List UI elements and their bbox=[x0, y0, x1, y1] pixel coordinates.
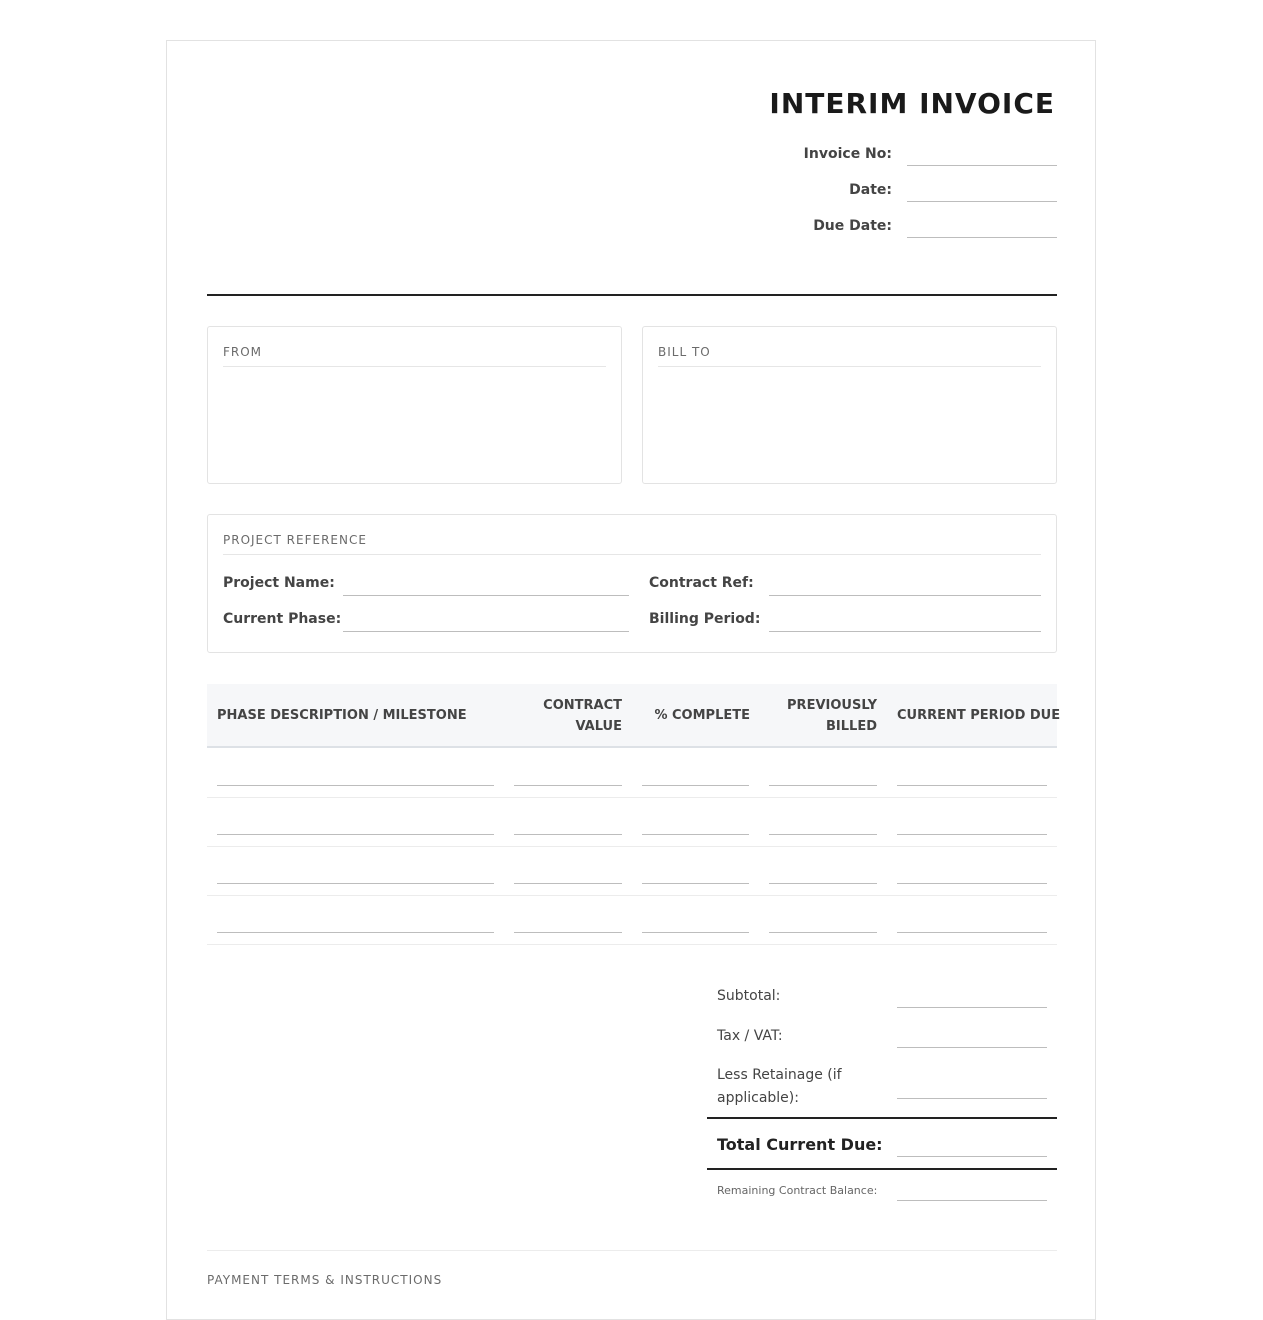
cell-previously-billed-field[interactable] bbox=[769, 834, 877, 835]
retainage-field[interactable] bbox=[897, 1098, 1047, 1099]
retainage-label: Less Retainage (if applicable): bbox=[717, 1067, 842, 1106]
payment-terms-label: PAYMENT TERMS & INSTRUCTIONS bbox=[207, 1273, 443, 1287]
cell-contract-value-field[interactable] bbox=[514, 785, 622, 786]
cell-current-period-due-field[interactable] bbox=[897, 834, 1047, 835]
row-separator bbox=[207, 944, 1057, 945]
cell-percent-complete-field[interactable] bbox=[642, 932, 749, 933]
project-reference-separator bbox=[223, 554, 1041, 555]
invoice-page bbox=[166, 40, 1096, 1320]
project-name-field[interactable] bbox=[343, 595, 629, 596]
row-separator bbox=[207, 797, 1057, 798]
tax-label: Tax / VAT: bbox=[717, 1028, 783, 1044]
cell-percent-complete-field[interactable] bbox=[642, 834, 749, 835]
bill-to-label: BILL TO bbox=[658, 345, 711, 359]
date-field[interactable] bbox=[907, 201, 1057, 202]
remaining-balance-label: Remaining Contract Balance: bbox=[717, 1184, 878, 1197]
cell-previously-billed-field[interactable] bbox=[769, 883, 877, 884]
row-separator bbox=[207, 846, 1057, 847]
cell-description-field[interactable] bbox=[217, 932, 494, 933]
cell-contract-value-field[interactable] bbox=[514, 883, 622, 884]
header-divider bbox=[207, 294, 1057, 296]
cell-current-period-due-field[interactable] bbox=[897, 785, 1047, 786]
current-phase-field[interactable] bbox=[343, 631, 629, 632]
subtotal-label: Subtotal: bbox=[717, 988, 781, 1004]
cell-percent-complete-field[interactable] bbox=[642, 883, 749, 884]
billing-period-label: Billing Period: bbox=[649, 611, 761, 627]
cell-previously-billed-field[interactable] bbox=[769, 785, 877, 786]
contract-ref-field[interactable] bbox=[769, 595, 1041, 596]
tax-field[interactable] bbox=[897, 1047, 1047, 1048]
cell-description-field[interactable] bbox=[217, 834, 494, 835]
total-field[interactable] bbox=[897, 1156, 1047, 1157]
cell-description-field[interactable] bbox=[217, 785, 494, 786]
current-phase-label: Current Phase: bbox=[223, 611, 342, 627]
col-previously-billed: PREVIOUSLY BILLED bbox=[787, 698, 877, 734]
invoice-no-field[interactable] bbox=[907, 165, 1057, 166]
subtotal-field[interactable] bbox=[897, 1007, 1047, 1008]
line-items-header bbox=[207, 684, 1061, 748]
project-reference-label: PROJECT REFERENCE bbox=[223, 533, 367, 547]
cell-contract-value-field[interactable] bbox=[514, 932, 622, 933]
payment-terms-divider bbox=[207, 1250, 1057, 1251]
invoice-title: INTERIM INVOICE bbox=[769, 87, 1055, 120]
col-percent-complete: % COMPLETE bbox=[654, 708, 750, 723]
from-card[interactable] bbox=[207, 326, 622, 484]
total-label: Total Current Due: bbox=[717, 1135, 883, 1154]
cell-percent-complete-field[interactable] bbox=[642, 785, 749, 786]
bill-to-card[interactable] bbox=[642, 326, 1057, 484]
invoice-no-label: Invoice No: bbox=[803, 146, 892, 162]
remaining-balance-field[interactable] bbox=[897, 1200, 1047, 1201]
col-description: PHASE DESCRIPTION / MILESTONE bbox=[217, 708, 467, 723]
due-date-label: Due Date: bbox=[813, 218, 892, 234]
row-separator bbox=[207, 895, 1057, 896]
cell-description-field[interactable] bbox=[217, 883, 494, 884]
project-reference-card bbox=[207, 514, 1057, 653]
cell-current-period-due-field[interactable] bbox=[897, 883, 1047, 884]
col-contract-value: CONTRACT VALUE bbox=[543, 698, 622, 734]
bill-to-separator bbox=[658, 366, 1041, 367]
cell-previously-billed-field[interactable] bbox=[769, 932, 877, 933]
cell-current-period-due-field[interactable] bbox=[897, 932, 1047, 933]
col-current-period-due: CURRENT PERIOD DUE bbox=[897, 708, 1061, 723]
total-bottom-rule bbox=[707, 1168, 1057, 1170]
date-label: Date: bbox=[849, 182, 892, 198]
project-name-label: Project Name: bbox=[223, 575, 335, 591]
total-top-rule bbox=[707, 1117, 1057, 1119]
billing-period-field[interactable] bbox=[769, 631, 1041, 632]
contract-ref-label: Contract Ref: bbox=[649, 575, 754, 591]
due-date-field[interactable] bbox=[907, 237, 1057, 238]
cell-contract-value-field[interactable] bbox=[514, 834, 622, 835]
from-label: FROM bbox=[223, 345, 263, 359]
from-separator bbox=[223, 366, 606, 367]
